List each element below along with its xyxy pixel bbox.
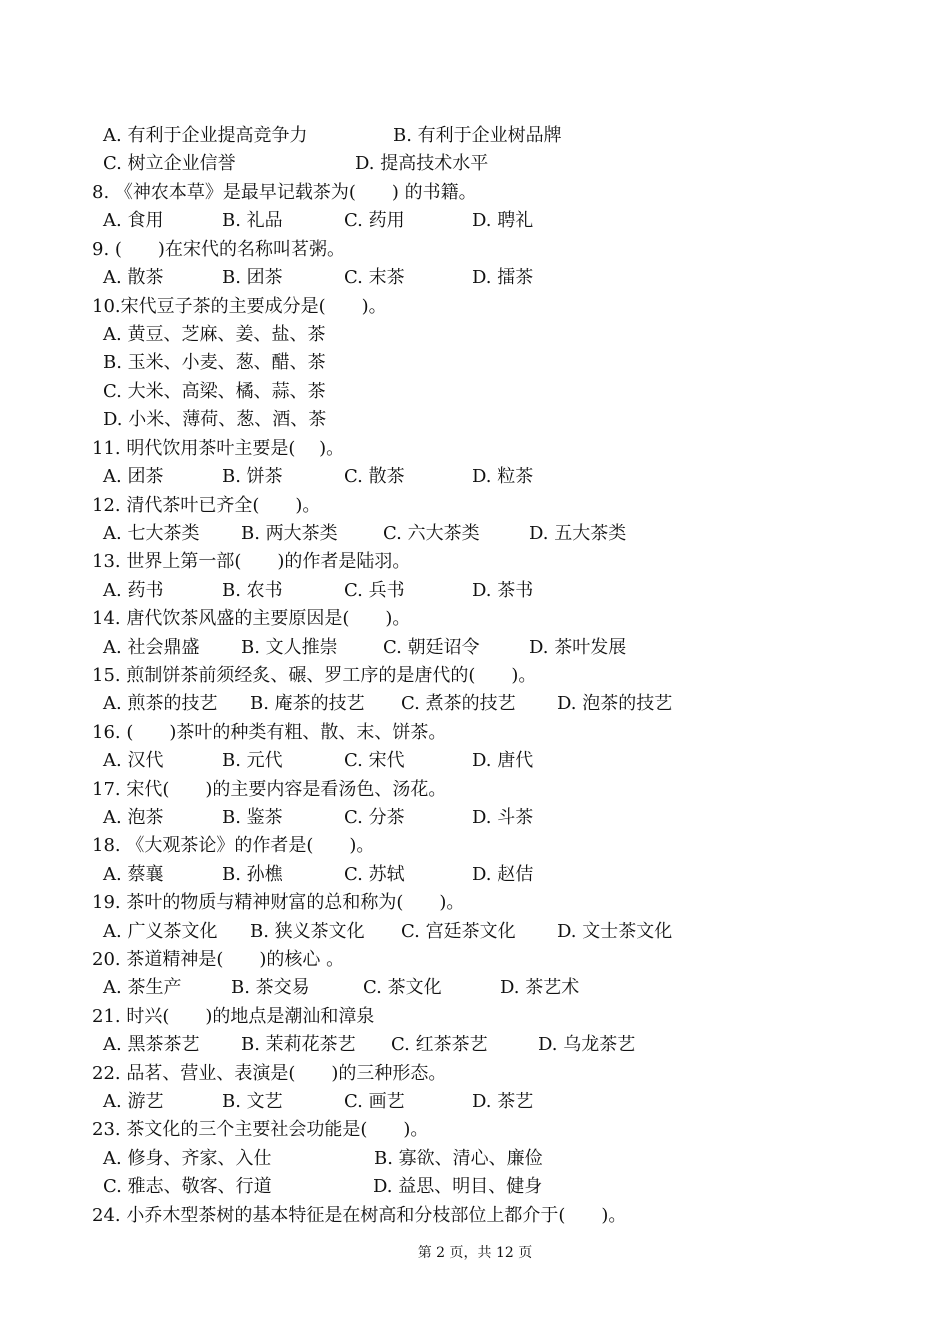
- answer-option: B. 元代: [222, 750, 283, 771]
- answer-option: A. 修身、齐家、入仕: [103, 1148, 272, 1169]
- answer-option: B. 团茶: [222, 267, 283, 288]
- answer-option: A. 有利于企业提高竞争力: [103, 125, 308, 146]
- answer-option: B. 茉莉花茶艺: [241, 1034, 356, 1055]
- answer-option: A. 广义茶文化: [103, 921, 218, 942]
- answer-option: B. 文艺: [222, 1091, 283, 1112]
- answer-option: A. 药书: [103, 580, 164, 601]
- question-stem: 19. 茶叶的物质与精神财富的总和称为( )。: [92, 892, 465, 913]
- answer-option: A. 游艺: [103, 1091, 164, 1112]
- answer-option: D. 泡茶的技艺: [557, 693, 673, 714]
- answer-option: D. 茶书: [472, 580, 534, 601]
- answer-option: C. 树立企业信誉: [103, 153, 236, 174]
- answer-option: B. 农书: [222, 580, 283, 601]
- answer-option: D. 文士茶文化: [557, 921, 673, 942]
- question-stem: 14. 唐代饮茶风盛的主要原因是( )。: [92, 608, 411, 629]
- answer-option: C. 画艺: [344, 1091, 405, 1112]
- answer-option: C. 药用: [344, 210, 405, 231]
- question-stem: 17. 宋代( )的主要内容是看汤色、汤花。: [92, 779, 447, 800]
- question-stem: 13. 世界上第一部( )的作者是陆羽。: [92, 551, 411, 572]
- answer-option: C. 六大茶类: [383, 523, 480, 544]
- answer-option: C. 雅志、敬客、行道: [103, 1176, 272, 1197]
- answer-option: B. 寡欲、清心、廉俭: [374, 1148, 543, 1169]
- answer-option: B. 玉米、小麦、葱、醋、茶: [103, 352, 326, 373]
- answer-option: D. 赵佶: [472, 864, 534, 885]
- answer-option: A. 蔡襄: [103, 864, 164, 885]
- answer-option: A. 黑茶茶艺: [103, 1034, 200, 1055]
- answer-option: B. 饼茶: [222, 466, 283, 487]
- answer-option: C. 大米、高梁、橘、蒜、茶: [103, 381, 326, 402]
- answer-option: B. 庵茶的技艺: [250, 693, 365, 714]
- answer-option: C. 散茶: [344, 466, 405, 487]
- answer-option: B. 两大茶类: [241, 523, 338, 544]
- answer-option: D. 五大茶类: [529, 523, 627, 544]
- question-stem: 11. 明代饮用茶叶主要是( )。: [92, 438, 345, 459]
- question-stem: 15. 煎制饼茶前须经炙、碾、罗工序的是唐代的( )。: [92, 665, 537, 686]
- question-stem: 24. 小乔木型茶树的基本特征是在树高和分枝部位上都介于( )。: [92, 1205, 627, 1226]
- answer-option: D. 擂茶: [472, 267, 534, 288]
- answer-option: D. 茶艺: [472, 1091, 534, 1112]
- answer-option: A. 七大茶类: [103, 523, 200, 544]
- answer-option: C. 红茶茶艺: [391, 1034, 488, 1055]
- answer-option: A. 黄豆、芝麻、姜、盐、茶: [103, 324, 326, 345]
- question-stem: 9. ( )在宋代的名称叫茗粥。: [92, 239, 345, 260]
- answer-option: C. 宋代: [344, 750, 405, 771]
- answer-option: D. 提高技术水平: [355, 153, 489, 174]
- answer-option: A. 团茶: [103, 466, 164, 487]
- answer-option: D. 茶艺术: [500, 977, 580, 998]
- answer-option: D. 茶叶发展: [529, 637, 627, 658]
- answer-option: C. 宫廷茶文化: [401, 921, 516, 942]
- answer-option: D. 聘礼: [472, 210, 534, 231]
- answer-option: A. 社会鼎盛: [103, 637, 200, 658]
- answer-option: B. 有利于企业树品牌: [393, 125, 562, 146]
- question-stem: 12. 清代茶叶已齐全( )。: [92, 495, 321, 516]
- answer-option: A. 煎茶的技艺: [103, 693, 218, 714]
- answer-option: C. 苏轼: [344, 864, 405, 885]
- question-stem: 22. 品茗、营业、表演是( )的三种形态。: [92, 1063, 447, 1084]
- question-stem: 10.宋代豆子茶的主要成分是( )。: [92, 296, 387, 317]
- answer-option: D. 粒茶: [472, 466, 534, 487]
- question-stem: 18. 《大观茶论》的作者是( )。: [92, 835, 375, 856]
- answer-option: C. 分茶: [344, 807, 405, 828]
- answer-option: D. 小米、薄荷、葱、酒、茶: [103, 409, 327, 430]
- answer-option: A. 泡茶: [103, 807, 164, 828]
- answer-option: B. 文人推崇: [241, 637, 338, 658]
- question-stem: 20. 茶道精神是( )的核心 。: [92, 949, 345, 970]
- answer-option: A. 散茶: [103, 267, 164, 288]
- answer-option: C. 末茶: [344, 267, 405, 288]
- page-footer: 第 2 页，共 12 页: [417, 1245, 533, 1261]
- answer-option: D. 乌龙茶艺: [538, 1034, 636, 1055]
- question-stem: 8. 《神农本草》是最早记载茶为( ) 的书籍。: [92, 182, 477, 203]
- answer-option: B. 狭义茶文化: [250, 921, 365, 942]
- answer-option: A. 汉代: [103, 750, 164, 771]
- answer-option: C. 茶文化: [363, 977, 442, 998]
- answer-option: A. 茶生产: [103, 977, 182, 998]
- answer-option: D. 斗茶: [472, 807, 534, 828]
- answer-option: B. 礼品: [222, 210, 283, 231]
- question-stem: 21. 时兴( )的地点是潮汕和漳泉: [92, 1006, 375, 1027]
- question-stem: 16. ( )茶叶的种类有粗、散、末、饼茶。: [92, 722, 447, 743]
- question-stem: 23. 茶文化的三个主要社会功能是( )。: [92, 1119, 429, 1140]
- answer-option: C. 兵书: [344, 580, 405, 601]
- answer-option: B. 茶交易: [231, 977, 310, 998]
- answer-option: D. 益思、明目、健身: [373, 1176, 543, 1197]
- answer-option: B. 孙樵: [222, 864, 283, 885]
- answer-option: D. 唐代: [472, 750, 534, 771]
- answer-option: A. 食用: [103, 210, 164, 231]
- answer-option: B. 鉴茶: [222, 807, 283, 828]
- answer-option: C. 朝廷诏令: [383, 637, 480, 658]
- answer-option: C. 煮茶的技艺: [401, 693, 516, 714]
